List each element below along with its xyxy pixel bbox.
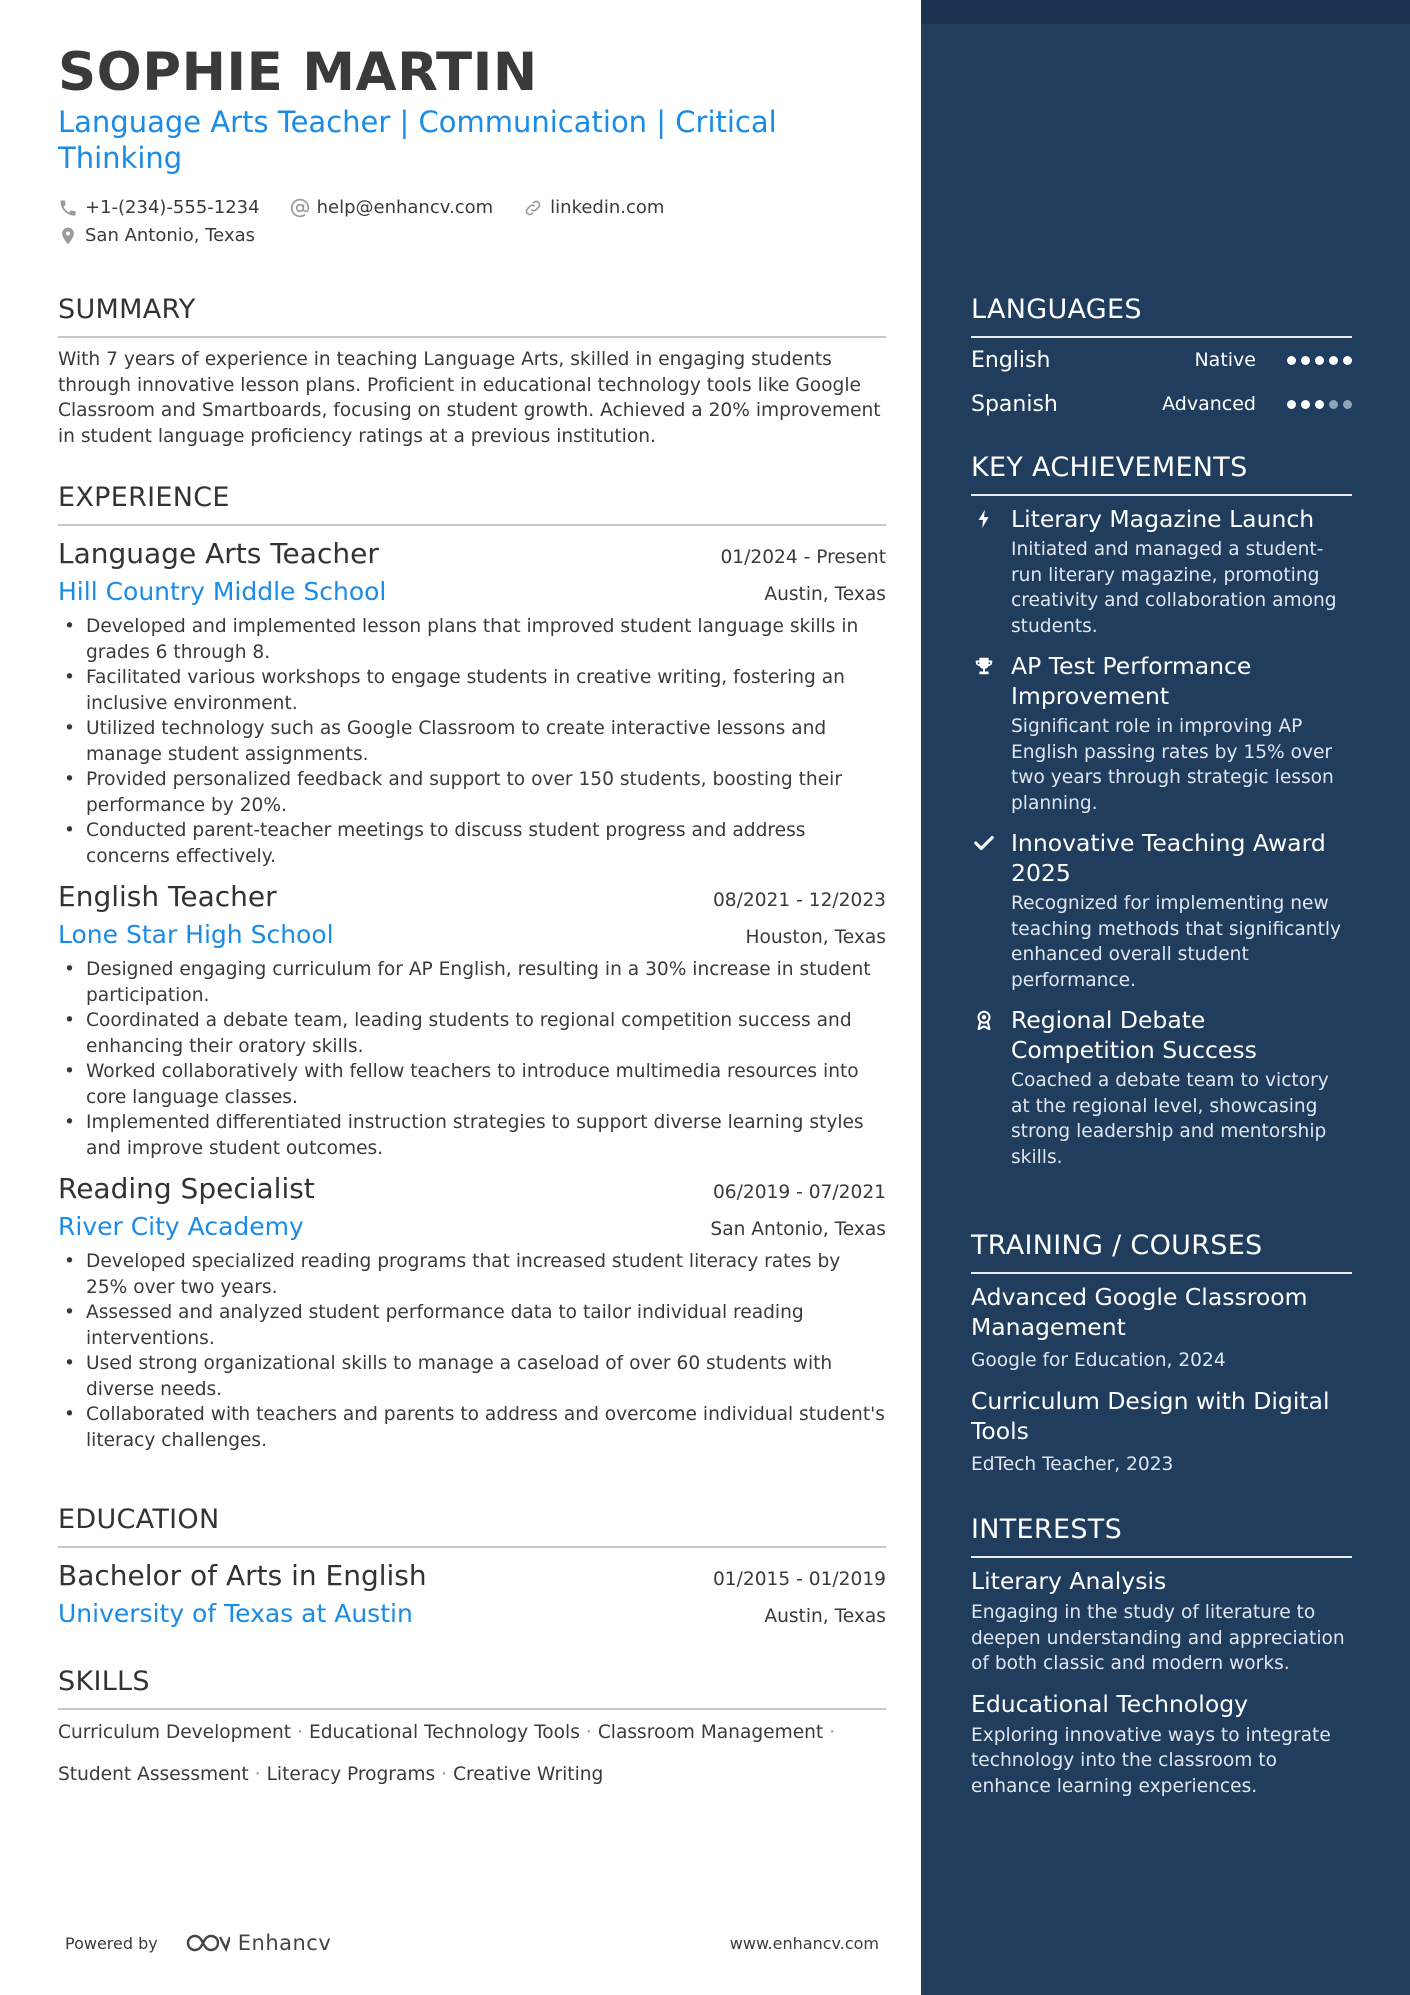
location-contact [58, 222, 255, 250]
language-rating [1282, 356, 1352, 365]
email-contact[interactable] [290, 194, 494, 222]
course-title: Curriculum Design with Digital Tools [971, 1386, 1330, 1445]
linkedin-contact[interactable] [523, 194, 664, 222]
job-title: Language Arts Teacher [58, 537, 379, 570]
website-link[interactable]: www.enhancv.com [729, 1933, 879, 1953]
phone-contact[interactable] [58, 194, 260, 222]
course-item [971, 1282, 1352, 1374]
job-date: 01/2024 - Present [720, 547, 886, 568]
phone-number: +1-(234)-555-1234 [85, 197, 260, 218]
job-date: 08/2021 - 12/2023 [712, 890, 886, 911]
achievement-title: Regional Debate Competition Success [1011, 1006, 1257, 1064]
achievement-title: Innovative Teaching Award 2025 [1011, 829, 1326, 887]
job-bullets [58, 1249, 886, 1453]
language-item [971, 338, 1352, 382]
rating-dot-empty [1329, 400, 1338, 409]
course-provider: Google for Education, 2024 [971, 1350, 1226, 1371]
job-company: River City Academy [58, 1212, 304, 1241]
rating-dot-filled [1301, 356, 1310, 365]
skill-tag: Educational Technology Tools [308, 1722, 580, 1743]
link-icon [523, 198, 543, 218]
section-divider [971, 494, 1352, 496]
interests-title: INTERESTS [971, 1514, 1123, 1545]
rating-dot-filled [1315, 400, 1324, 409]
interest-item [971, 1689, 1352, 1800]
job-bullets [58, 957, 886, 1161]
achievement-desc: Coached a debate team to victory at the regional level, showcasing strong leadership and mentorship skills. [1011, 1070, 1329, 1168]
language-name: Spanish [971, 391, 1058, 417]
skill-tag: Creative Writing [453, 1764, 604, 1785]
achievement-desc: Significant role in improving AP English passing rates by 15% over two years through strategic lesson planning. [1011, 716, 1334, 814]
languages-section [971, 294, 1352, 426]
interest-title: Literary Analysis [971, 1567, 1167, 1595]
school-name: University of Texas at Austin [58, 1599, 413, 1628]
job-location: San Antonio, Texas [710, 1219, 886, 1240]
powered-by-label: Powered by [65, 1933, 158, 1953]
checkmark-icon [973, 832, 995, 854]
education-section [58, 1504, 886, 1630]
section-divider [971, 336, 1352, 338]
achievement-item [971, 504, 1352, 639]
school-location: Austin, Texas [764, 1606, 886, 1627]
achievement-item [971, 828, 1352, 993]
interest-desc: Engaging in the study of literature to deepen understanding and appreciation of both classic and modern works. [971, 1602, 1345, 1674]
course-provider: EdTech Teacher, 2023 [971, 1453, 1174, 1475]
rating-dot-filled [1301, 400, 1310, 409]
job-date: 06/2019 - 07/2021 [712, 1182, 886, 1203]
interest-item [971, 1566, 1352, 1677]
sidebar-top-band [921, 0, 1410, 24]
education-date: 01/2015 - 01/2019 [712, 1569, 886, 1590]
skills-section [58, 1666, 886, 1796]
section-divider [58, 524, 886, 526]
language-item [971, 382, 1352, 426]
language-name: English [971, 347, 1051, 373]
languages-title: LANGUAGES [971, 294, 1142, 325]
lightning-bolt-icon [973, 508, 995, 530]
section-divider [58, 336, 886, 338]
footer [65, 1928, 879, 1958]
bullet-item: • Coordinated a debate team, leading students to regional competition success and enhancing their oratory skills. [58, 1008, 886, 1059]
interest-title: Educational Technology [971, 1689, 1249, 1718]
achievement-item [971, 651, 1352, 816]
summary-text: With 7 years of experience in teaching Language Arts, skilled in engaging students through innovative lesson plans. Proficient in educational technology tools like Google Classroom and Smartboards, focusing on student growth. Achieved a 20% improvement in student language proficiency ratings at a previous institution. [58, 349, 881, 447]
job-company: Lone Star High School [58, 920, 334, 949]
section-divider [58, 1708, 886, 1710]
rating-dot-filled [1287, 400, 1296, 409]
interest-desc: Exploring innovative ways to integrate technology into the classroom to enhance learning experiences. [971, 1724, 1331, 1797]
enhancv-logo-icon [184, 1931, 230, 1955]
location-text: San Antonio, Texas [85, 225, 255, 246]
rating-dot-filled [1329, 356, 1338, 365]
achievements-title: KEY ACHIEVEMENTS [971, 452, 1248, 483]
bullet-item: • Provided personalized feedback and support to over 150 students, boosting their performance by 20%. [58, 767, 886, 818]
training-title: TRAINING / COURSES [971, 1230, 1263, 1261]
job-location: Austin, Texas [764, 584, 886, 605]
summary-title: SUMMARY [58, 294, 196, 325]
job-location: Houston, Texas [745, 927, 886, 948]
job-company: Hill Country Middle School [58, 577, 387, 606]
phone-icon [58, 198, 78, 218]
bullet-item: • Designed engaging curriculum for AP English, resulting in a 30% increase in student participation. [58, 957, 886, 1008]
language-level: Advanced [1162, 393, 1256, 415]
interests-section [971, 1514, 1352, 1799]
training-section [971, 1230, 1352, 1477]
summary-section [58, 294, 886, 449]
achievement-desc: Initiated and managed a student-run literary magazine, promoting creativity and collaboration among students. [1011, 539, 1337, 637]
bullet-item: • Assessed and analyzed student performance data to tailor individual reading interventions. [58, 1300, 886, 1351]
job-entry [58, 1171, 886, 1453]
section-divider [58, 1546, 886, 1548]
brand-name: Enhancv [237, 1931, 332, 1955]
bullet-item: • Worked collaboratively with fellow teachers to introduce multimedia resources into core language classes. [58, 1059, 886, 1110]
bullet-item: • Used strong organizational skills to manage a caseload of over 60 students with diverse needs. [58, 1351, 886, 1402]
achievements-section [971, 452, 1352, 1170]
job-title: Reading Specialist [58, 1172, 315, 1205]
sidebar [921, 0, 1410, 1995]
rating-dot-filled [1315, 356, 1324, 365]
language-level: Native [1194, 349, 1256, 371]
achievement-desc: Recognized for implementing new teaching methods that significantly enhanced overall student performance. [1011, 893, 1342, 991]
course-title: Advanced Google Classroom Management [971, 1283, 1308, 1341]
language-rating [1282, 400, 1352, 409]
section-divider [971, 1272, 1352, 1274]
powered-by [65, 1931, 331, 1955]
achievement-item [971, 1005, 1352, 1170]
job-title: English Teacher [58, 880, 277, 913]
rating-dot-filled [1343, 356, 1352, 365]
map-pin-icon [58, 226, 78, 246]
degree-title: Bachelor of Arts in English [58, 1559, 427, 1592]
skills-title: SKILLS [58, 1666, 150, 1697]
skills-line: Student Assessment · Literacy Programs · Creative Writing [58, 1764, 604, 1785]
at-sign-icon [290, 198, 310, 218]
job-bullets [58, 614, 886, 869]
job-entry [58, 536, 886, 869]
skill-tag: Curriculum Development [58, 1722, 292, 1743]
rating-dot-filled [1287, 356, 1296, 365]
headline: Language Arts Teacher | Communication | Critical Thinking [58, 105, 777, 175]
award-ribbon-icon [973, 1009, 995, 1031]
skill-tag: Classroom Management [597, 1722, 824, 1743]
bullet-item: • Developed and implemented lesson plans that improved student language skills in grades 6 through 8. [58, 614, 886, 665]
skill-tag: Literacy Programs [266, 1764, 436, 1785]
rating-dot-empty [1343, 400, 1352, 409]
achievement-title: AP Test Performance Improvement [1011, 652, 1252, 710]
bullet-item: • Implemented differentiated instruction strategies to support diverse learning styles and improve student outcomes. [58, 1110, 886, 1161]
bullet-item: • Developed specialized reading programs that increased student literacy rates by 25% over two years. [58, 1249, 886, 1300]
email-address: help@enhancv.com [316, 197, 494, 218]
candidate-name: SOPHIE MARTIN [58, 42, 538, 103]
education-entry [58, 1558, 886, 1630]
trophy-icon [973, 655, 995, 677]
skill-tag: Student Assessment [58, 1764, 249, 1785]
education-title: EDUCATION [58, 1504, 220, 1535]
bullet-item: • Utilized technology such as Google Classroom to create interactive lessons and manage student assignments. [58, 716, 886, 767]
course-item [971, 1386, 1352, 1478]
job-entry [58, 879, 886, 1161]
section-divider [971, 1556, 1352, 1558]
experience-title: EXPERIENCE [58, 482, 230, 513]
experience-section [58, 482, 886, 1453]
linkedin-url: linkedin.com [550, 197, 665, 218]
achievement-title: Literary Magazine Launch [1011, 505, 1315, 533]
skills-line: Curriculum Development · Educational Technology Tools · Classroom Management · [58, 1722, 836, 1743]
bullet-item: • Facilitated various workshops to engage students in creative writing, fostering an inclusive environment. [58, 665, 886, 716]
contact-info [58, 194, 858, 250]
bullet-item: • Conducted parent-teacher meetings to discuss student progress and address concerns effectively. [58, 818, 886, 869]
bullet-item: • Collaborated with teachers and parents to address and overcome individual student's literacy challenges. [58, 1402, 886, 1453]
